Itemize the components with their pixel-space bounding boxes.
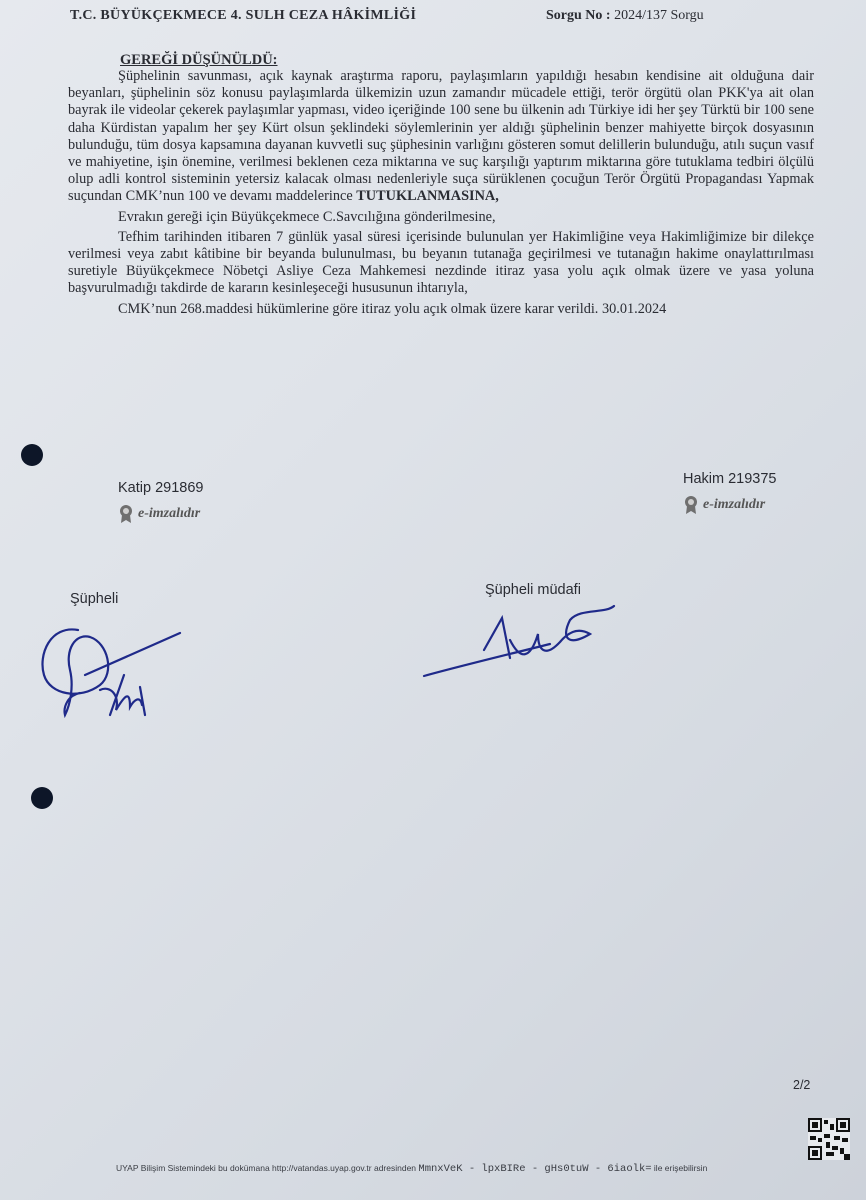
page-number: 2/2 <box>793 1078 811 1092</box>
footer-access-code: MmnxVeK - lpxBIRe - gHs0tuW - 6iaolk= <box>418 1163 652 1175</box>
esign-text: e-imzalıdır <box>138 506 201 521</box>
footer-uyap <box>116 1163 707 1175</box>
case-number-label: Sorgu No : <box>546 8 611 23</box>
footer-suffix: ile erişebilirsin <box>653 1163 708 1173</box>
paragraph-referral: Evrakın gereği için Büyükçekmece C.Savcılığına gönderilmesine, <box>118 208 496 225</box>
suspect-label: Şüpheli <box>70 591 119 607</box>
qr-code <box>808 1118 850 1160</box>
punch-hole <box>31 787 53 809</box>
footer-prefix: UYAP Bilişim Sistemindeki bu dokümana http://vatandas.uyap.gov.tr adresinden <box>116 1163 417 1173</box>
counsel-signature <box>420 600 620 685</box>
case-number-value: 2024/137 Sorgu <box>614 8 704 23</box>
paragraph-final: CMK’nun 268.maddesi hükümlerine göre itiraz yolu açık olmak üzere karar verildi. 30.01.2024 <box>118 300 667 317</box>
paragraph-reasoning <box>68 68 814 206</box>
clerk-label: Katip 291869 <box>118 480 204 496</box>
decision-heading: GEREĞİ DÜŞÜNÜLDÜ: <box>120 52 278 68</box>
paragraph-appeal-notice: Tefhim tarihinden itibaren 7 günlük yasal süresi içerisinde bulunulan yer Hakimliğine veya Hakimliğimize bir dilekçe verilmesi veya zabıt kâtibine bir beyanda bulunulması, bu beyanın tutanağa geçirilmesi ve tutanağın hakime onaylattırılması suretiyle Büyükçekmece Nöbetçi Asliye Ceza Mahkemesi nezdinde itiraz yasa yolu açık olmak üzere ve yasa yoluna başvurulmadığı takdirde de kararın kesinleşeceği hususunun ihtarıyla, <box>68 228 814 297</box>
case-number <box>546 8 704 24</box>
seal-icon <box>118 504 134 524</box>
counsel-label: Şüpheli müdafi <box>485 582 581 598</box>
suspect-signature <box>30 615 190 725</box>
clerk-esignature <box>118 504 200 524</box>
ruling-bold: TUTUKLANMASINA, <box>356 188 499 205</box>
court-name: T.C. BÜYÜKÇEKMECE 4. SULH CEZA HÂKİMLİĞİ <box>70 8 417 23</box>
judge-label: Hakim 219375 <box>683 471 777 487</box>
decision-body <box>68 68 814 318</box>
esign-text: e-imzalıdır <box>703 497 766 512</box>
reasoning-text: Şüphelinin savunması, açık kaynak araştırma raporu, paylaşımların yapıldığı hesabın kendisine ait olduğuna dair beyanları, şüphelinin söz konusu paylaşımlarda ülkemizin uzun zamandır mücadele ettiği, terör örgütü olan PKK'ya ait olan bayrak ile videolar çekerek paylaşımlar yapması, video içeriğinde 100 sene bu ülkenin adı Türkiye idi her şey Türktü bir 100 sene daha Kürdistan yapalım her şey Kürt olsun şeklindeki söylemlerinin yer aldığı şüphelinin benzer mahiyette birçok dosyasının bulunduğu, tüm dosya kapsamına dayanan kuvvetli suç şüphesinin varlığını gösteren somut delillerin bulunduğu, atılı suçun vasıf ve mahiyetine, işin önemine, verilmesi beklenen ceza miktarına ve suç karşılığı yaptırım miktarına göre tutuklama tedbiri ölçülü olup adli kontrol sisteminin yetersiz kalacak olması nedenleriyle suça sürüklenen çocuğun Terör Örgütü Propagandası Yapmak suçundan CMK’nun 100 ve devamı maddelerince <box>68 68 814 205</box>
seal-icon <box>683 495 699 515</box>
judge-esignature <box>683 495 765 515</box>
punch-hole <box>21 444 43 466</box>
